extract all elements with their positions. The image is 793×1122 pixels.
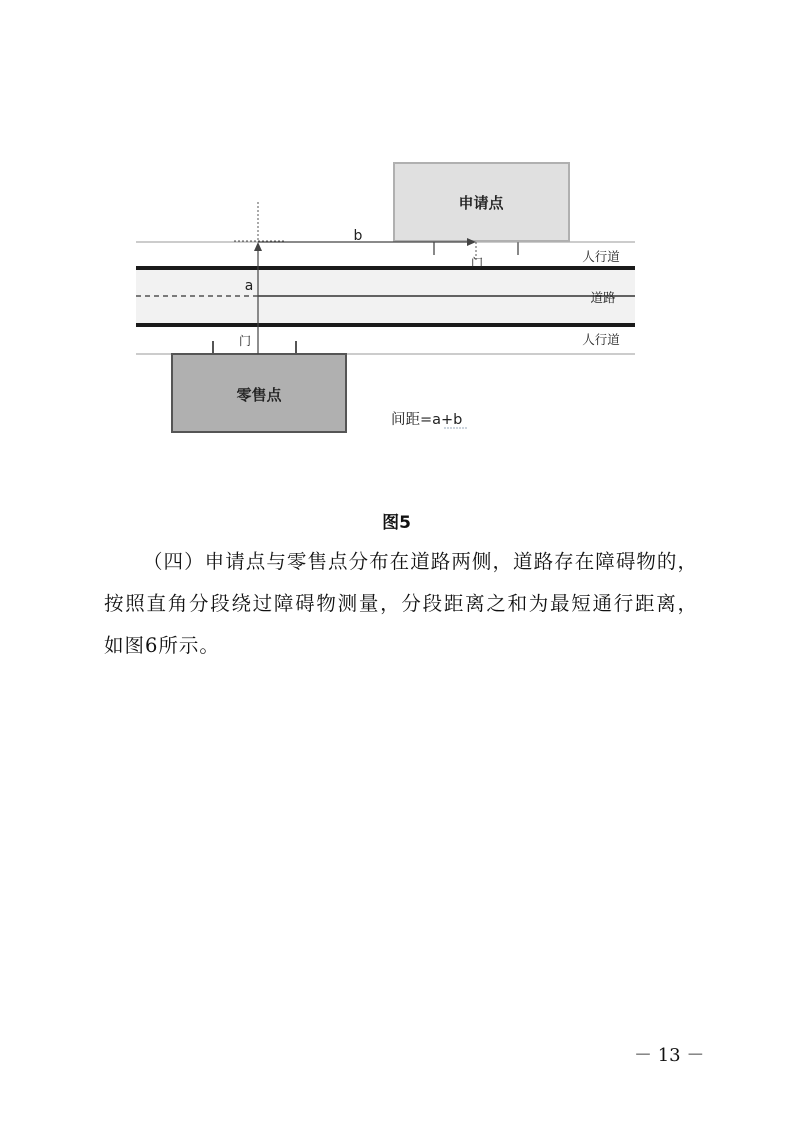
door-top-label: 门 [470, 256, 484, 270]
retail-point-label: 零售点 [236, 386, 282, 404]
body-paragraph: （四）申请点与零售点分布在道路两侧，道路存在障碍物的，按照直角分段绕过障碍物测量，分段距离之和为最短通行距离，如图6所示。 [104, 550, 698, 657]
door-bottom-label: 门 [238, 334, 252, 348]
measurement-diagram [0, 0, 793, 470]
label-b: b [353, 228, 363, 244]
application-point-label: 申请点 [458, 194, 504, 212]
sidewalk-bottom-label: 人行道 [582, 332, 620, 347]
distance-a-arrowhead [254, 242, 262, 251]
sidewalk-top-label: 人行道 [582, 249, 620, 264]
label-a: a [244, 278, 254, 294]
figure-caption: 图5 [382, 513, 411, 533]
page-number: － 13 － [634, 1045, 705, 1066]
road-surface [136, 268, 635, 326]
distance-formula: 间距=a+b [391, 412, 463, 428]
road-label: 道路 [590, 290, 616, 305]
